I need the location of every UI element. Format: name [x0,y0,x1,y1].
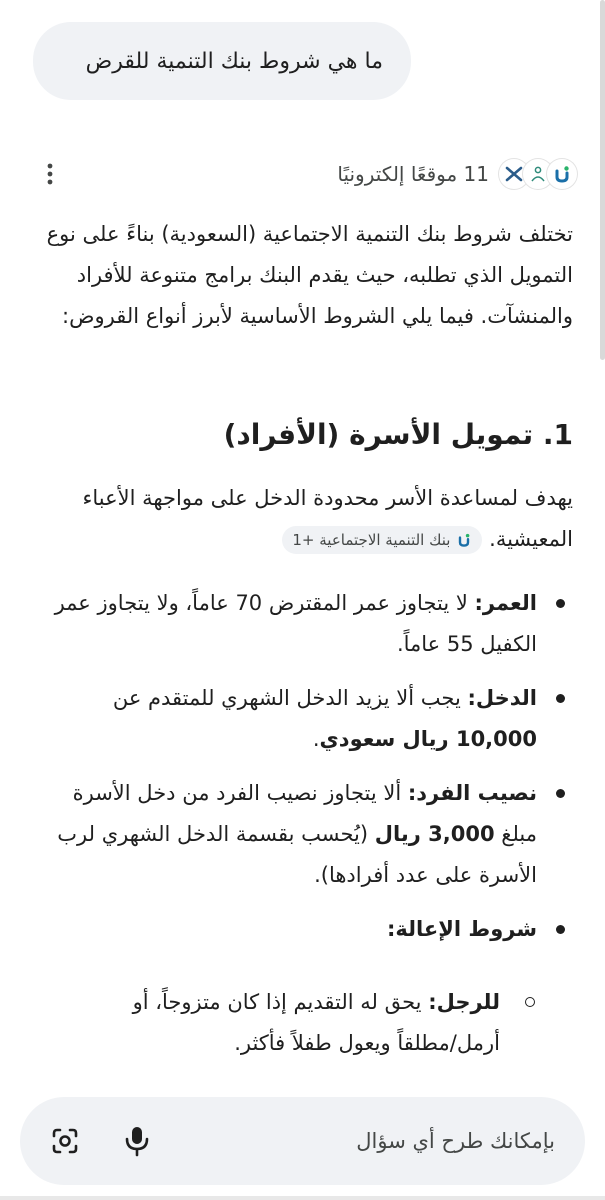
sources-button[interactable] [337,159,577,189]
bullet-bold-value: 3,000 ريال [374,822,495,846]
sdb-logo-icon [456,532,472,548]
bullet-dot [556,694,565,703]
sub-bullet-circle [525,997,535,1007]
bullet-tail: (يُحسب بقسمة الدخل الشهري لرب الأسرة على عدد أفرادها). [57,822,537,887]
bullet-text: ألا يتجاوز نصيب الفرد من دخل الأسرة مبلغ [72,781,537,846]
mic-icon [124,1125,150,1157]
google-lens-icon [50,1126,80,1156]
bullet-text: لا يتجاوز عمر المقترض 70 عاماً، ولا يتجاوز عمر الكفيل 55 عاماً. [54,591,537,656]
bullet-dot [556,789,565,798]
source-chip[interactable] [282,526,482,554]
camera-lens-button[interactable] [50,1126,80,1156]
more-options-button[interactable] [30,154,70,194]
ask-input-bar[interactable] [20,1097,585,1185]
bullet-bold-value: 10,000 ريال سعودي [319,727,537,751]
user-query-text: ما هي شروط بنك التنمية للقرض [85,48,383,74]
bullet-dot [556,599,565,608]
sub-list-item-men [100,982,535,1064]
input-actions [50,1125,150,1157]
list-item-dependents [36,909,573,950]
user-query-bubble [33,22,411,100]
source-chip-label: بنك التنمية الاجتماعية +1 [292,531,451,549]
more-vert-icon [47,163,53,185]
answer-intro-text: تختلف شروط بنك التنمية الاجتماعية (السعودية) بناءً على نوع التمويل الذي تطلبه، حيث يقدم البنك برامج متنوعة للأفراد والمنشآت. فيما يلي الشروط الأساسية لأبرز أنواع القروض: [46,222,573,328]
bullet-label: نصيب الفرد: [407,781,537,805]
bullet-label: الدخل: [467,686,537,710]
bottom-divider [0,1196,605,1200]
scrollbar[interactable] [600,0,605,360]
section-description [36,478,573,560]
sdb-logo-icon [547,159,577,189]
sources-label: 11 موقعًا إلكترونيًا [337,162,489,186]
list-item-per-capita [36,773,573,896]
sources-row [30,152,577,196]
sub-bullet-text: يحق له التقديم إذا كان متزوجاً، أو أرمل/مطلقاً ويعول طفلاً فأكثر. [132,990,500,1055]
section-description-text: يهدف لمساعدة الأسر محدودة الدخل على مواجهة الأعباء المعيشية. [82,486,573,551]
bullet-tail: . [312,727,320,751]
section-title: 1. تمويل الأسرة (الأفراد) [223,418,573,451]
conditions-list [36,583,573,963]
list-item-age [36,583,573,665]
bullet-dot [556,925,565,934]
voice-input-button[interactable] [124,1125,150,1157]
bullet-text: يجب ألا يزيد الدخل الشهري للمتقدم عن [112,686,468,710]
bullet-label: العمر: [474,591,537,615]
sub-bullet-label: للرجل: [428,990,500,1014]
bullet-label: شروط الإعالة: [387,917,537,941]
ask-input-placeholder[interactable]: بإمكانك طرح أي سؤال [356,1129,555,1153]
answer-intro [36,214,573,337]
source-favicons [499,159,577,189]
list-item-income [36,678,573,760]
